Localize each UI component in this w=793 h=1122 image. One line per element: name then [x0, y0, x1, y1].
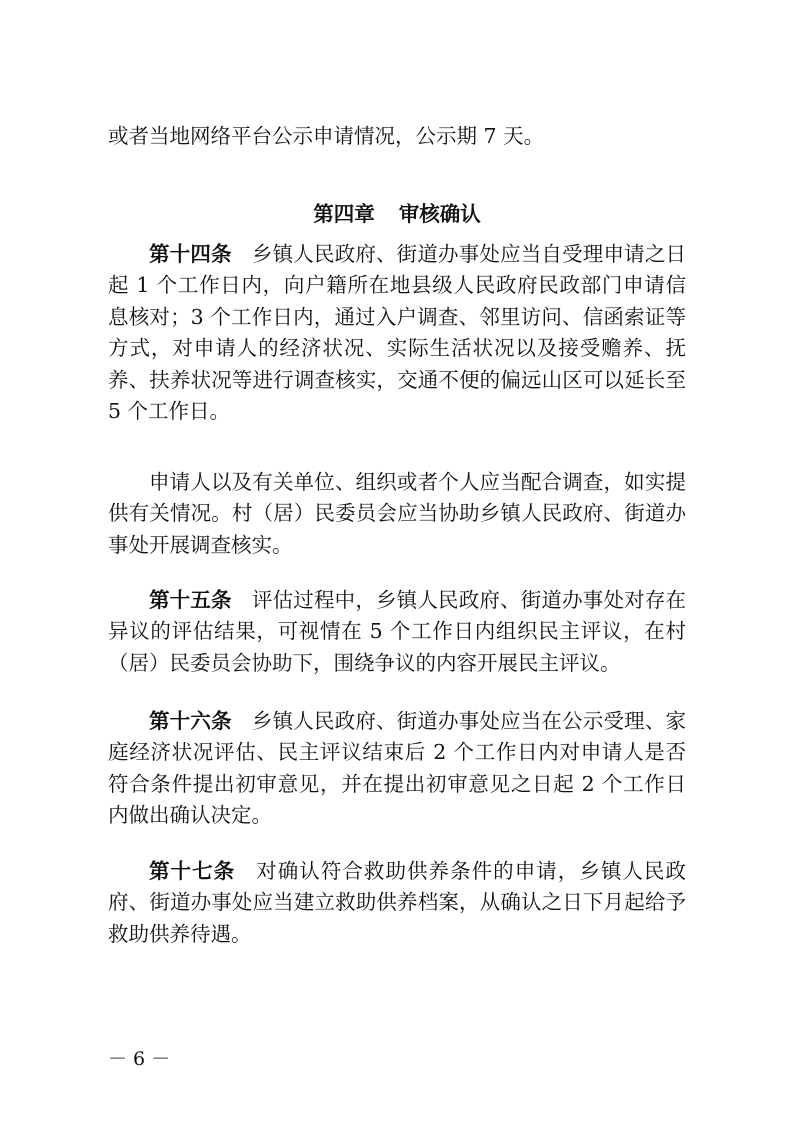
chapter-title: 审核确认 [398, 202, 481, 226]
article-17 [108, 856, 686, 950]
article-text: 评估过程中，乡镇人民政府、街道办事处对存在异议的评估结果，可视情在 5 个工作日内组织民主评议，在村（居）民委员会协助下，围绕争议的内容开展民主评议。 [108, 588, 687, 675]
article-label: 第十五条 [149, 588, 232, 612]
article-14 [108, 239, 686, 427]
article-16 [108, 706, 686, 832]
article-label: 第十四条 [149, 242, 232, 266]
article-label: 第十六条 [149, 709, 232, 733]
article-14-paragraph-2 [108, 467, 686, 561]
article-15 [108, 585, 686, 679]
chapter-heading [108, 199, 686, 230]
article-text: 申请人以及有关单位、组织或者个人应当配合调查，如实提供有关情况。村（居）民委员会应当协助乡镇人民政府、街道办事处开展调查核实。 [108, 470, 686, 557]
page-number: － 6 － [108, 1048, 171, 1070]
chapter-number: 第四章 [313, 202, 375, 226]
article-text: 对确认符合救助供养条件的申请，乡镇人民政府、街道办事处应当建立救助供养档案，从确认之日下月起给予救助供养待遇。 [108, 859, 687, 946]
intro-paragraph: 或者当地网络平台公示申请情况，公示期 7 天。 [108, 124, 545, 148]
article-label: 第十七条 [149, 859, 236, 883]
article-text: 乡镇人民政府、街道办事处应当在公示受理、家庭经济状况评估、民主评议结束后 2 个工作日内对申请人是否符合条件提出初审意见，并在提出初审意见之日起 2 个工作日内做出确认决定。 [108, 709, 687, 828]
article-text: 乡镇人民政府、街道办事处应当自受理申请之日起 1 个工作日内，向户籍所在地县级人民政府民政部门申请信息核对；3 个工作日内，通过入户调查、邻里访问、信函索证等方式，对申请人的经济状况、实际生活状况以及接受赡养、抚养、扶养状况等进行调查核实，交通不便的偏远山区可以延长至 5 个工作日。 [108, 242, 687, 424]
